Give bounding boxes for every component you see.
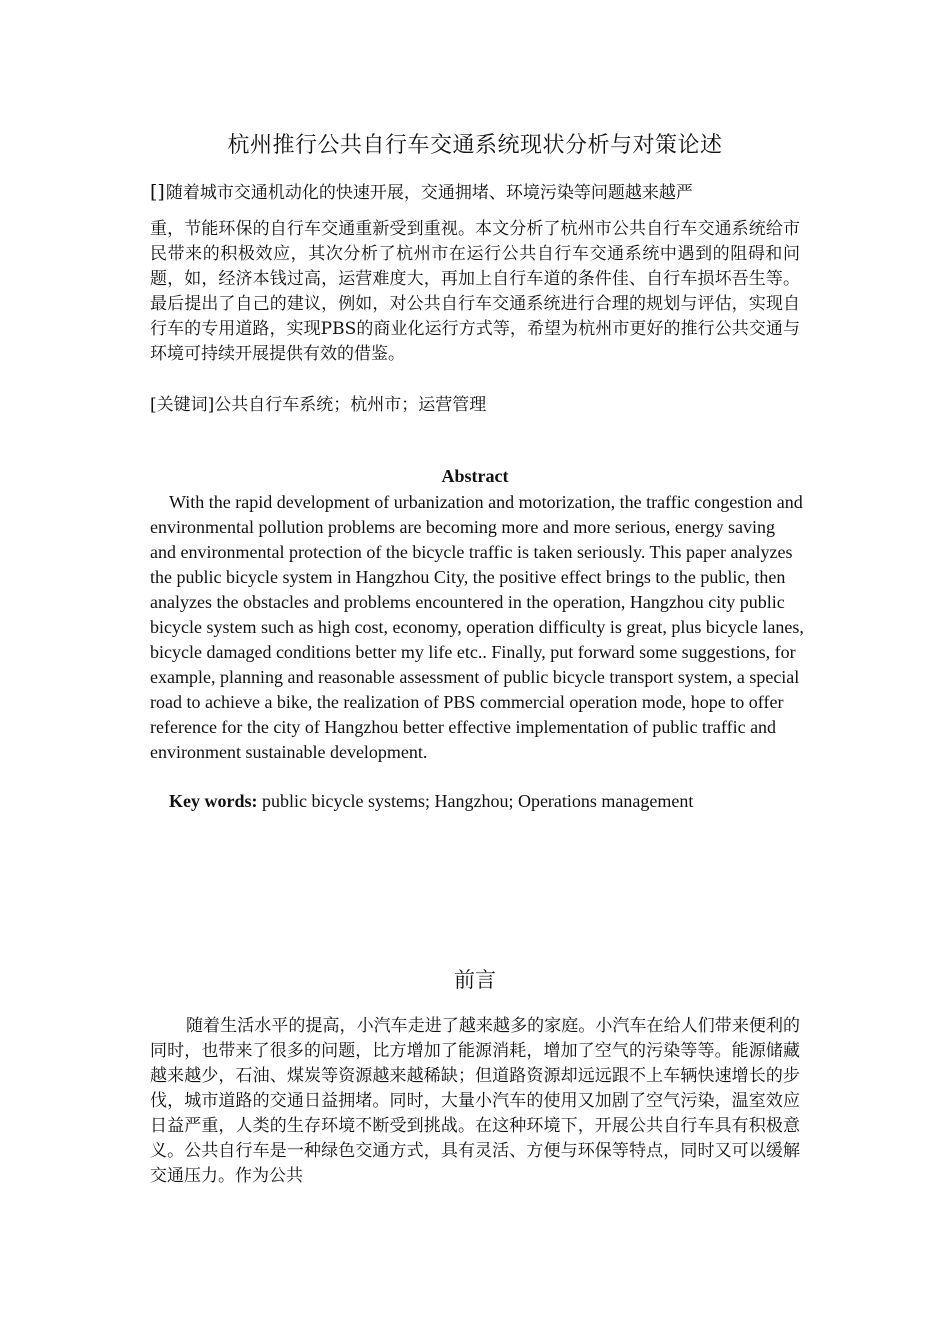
abstract-en-text: With the rapid development of urbanization and motorization, the traffic congestion and environmental pollution problems are becoming more and more serious, energy saving and environmental protection of the bicycle traffic is taken seriously. This paper analyzes the public bicycle system in Hangzhou City, the positive effect brings to the public, then analyzes the obstacles and problems encountered in the operation, Hangzhou city public bicycle system such as high cost, economy, operation difficulty is great, plus bicycle lanes, bicycle damaged conditions better my life etc.. Finally, put forward some suggestions, for example, planning and reasonable assessment of public bicycle transport system, a special road to achieve a bike, the realization of PBS commercial operation mode, hope to offer reference for the city of Hangzhou better effective implementation of public traffic and environment sustainable development. xyxy=(150,492,804,762)
abstract-zh-first-text: 随着城市交通机动化的快速开展，交通拥堵、环境污染等问题越来越严 xyxy=(165,183,693,203)
keywords-zh xyxy=(150,393,800,418)
document-title: 杭州推行公共自行车交通系统现状分析与对策论述 xyxy=(227,133,723,158)
preface-title: 前言 xyxy=(454,968,496,992)
keywords-en-label: Key words: xyxy=(169,791,258,811)
abstract-bracket: [] xyxy=(150,181,165,203)
keywords-zh-text: 公共自行车系统；杭州市；运营管理 xyxy=(214,395,487,415)
keywords-zh-label: [关键词] xyxy=(150,395,215,415)
abstract-en-heading: Abstract xyxy=(441,466,509,486)
keywords-en-text: public bicycle systems; Hangzhou; Operations management xyxy=(262,791,694,811)
preface-body: 随着生活水平的提高，小汽车走进了越来越多的家庭。小汽车在给人们带来便利的同时，也带来了很多的问题，比方增加了能源消耗，增加了空气的污染等等。能源储藏越来越少，石油、煤炭等资源越来越稀缺；但道路资源却远远跟不上车辆快速增长的步伐，城市道路的交通日益拥堵。同时，大量小汽车的使用又加剧了空气污染，温室效应日益严重，人类的生存环境不断受到挑战。在这种环境下，开展公共自行车具有积极意义。公共自行车是一种绿色交通方式，具有灵活、方便与环保等特点，同时又可以缓解交通压力。作为公共 xyxy=(150,1016,800,1186)
abstract-zh-body: 重，节能环保的自行车交通重新受到重视。本文分析了杭州市公共自行车交通系统给市民带来的积极效应，其次分析了杭州市在运行公共自行车交通系统中遇到的阻碍和问题，如，经济本钱过高，运营难度大，再加上自行车道的条件佳、自行车损坏吾生等。最后提出了自己的建议，例如，对公共自行车交通系统进行合理的规划与评估，实现自行车的专用道路，实现PBS的商业化运行方式等，希望为杭州市更好的推行公共交通与环境可持续开展提供有效的借鉴。 xyxy=(150,219,800,364)
keywords-en xyxy=(169,789,809,814)
abstract-en-body xyxy=(150,490,805,765)
abstract-zh-first-line xyxy=(150,180,800,206)
